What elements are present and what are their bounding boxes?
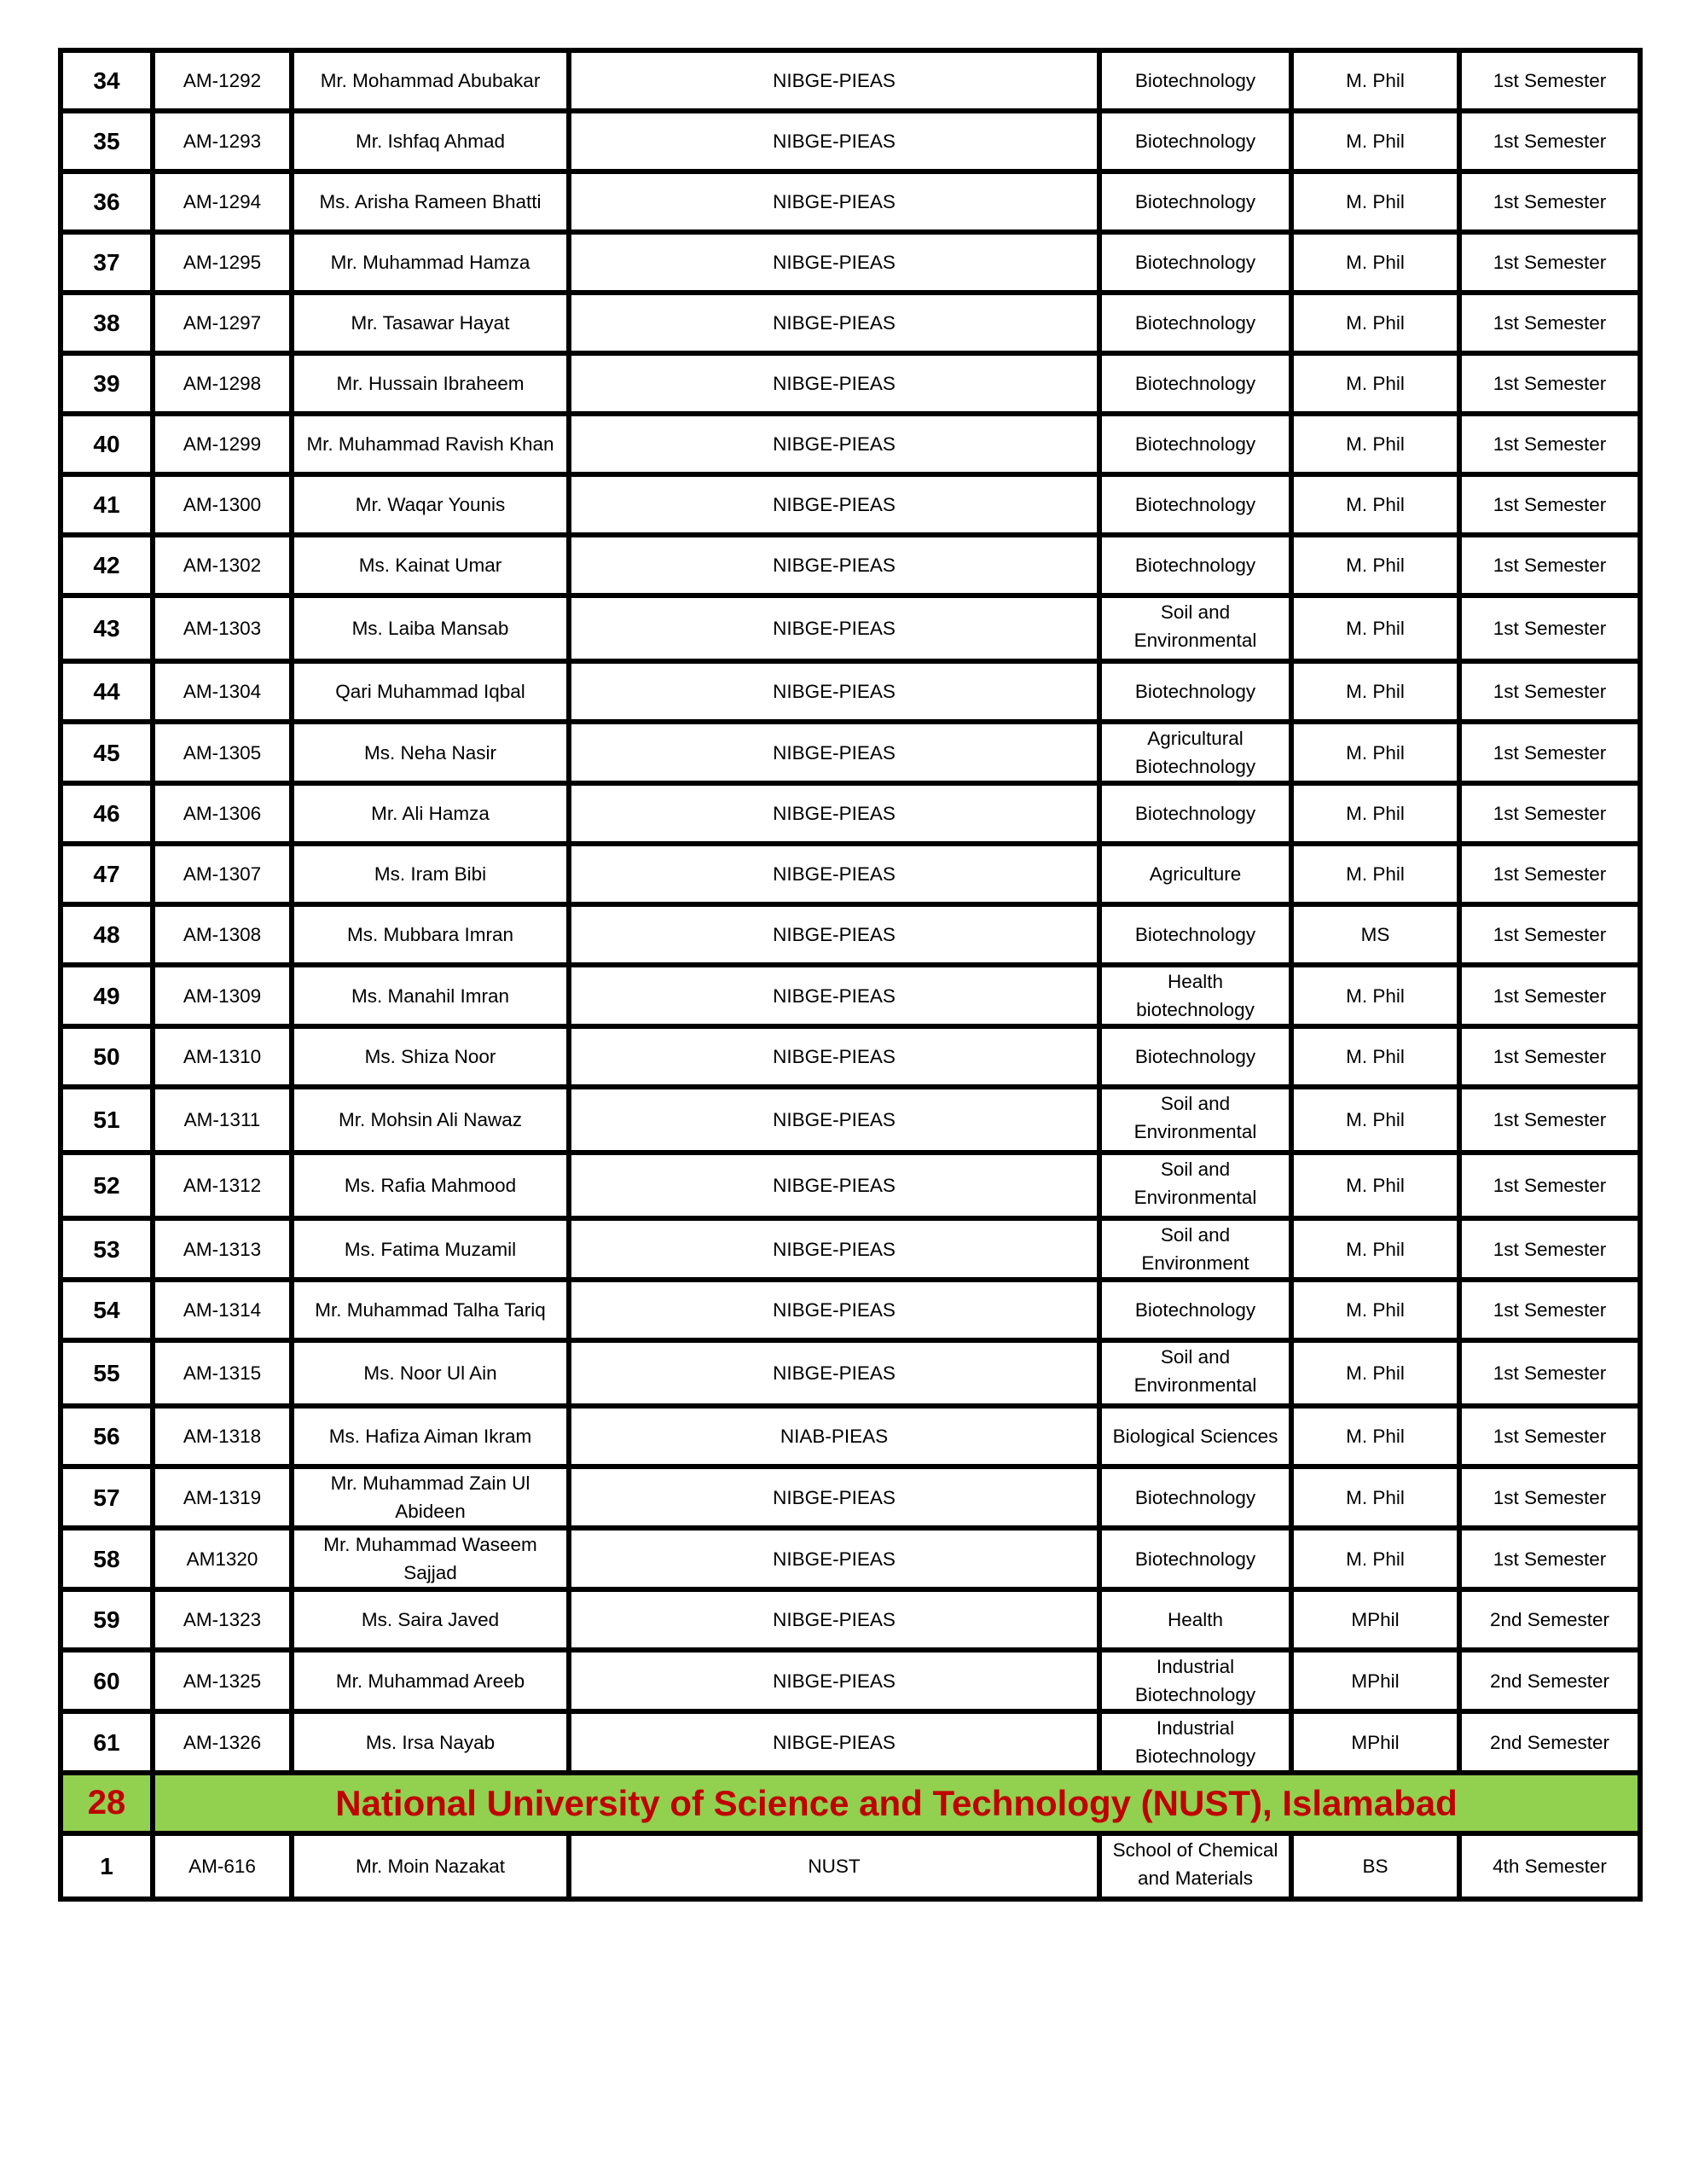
semester-cell: 1st Semester [1459, 1087, 1640, 1153]
table-row [61, 595, 1640, 661]
registration-id-cell: AM-1300 [153, 474, 292, 535]
field-of-study-cell [1099, 661, 1291, 722]
registration-id-cell: AM-1303 [153, 595, 292, 661]
semester-cell: 2nd Semester [1459, 1589, 1640, 1650]
semester-cell: 1st Semester [1459, 1528, 1640, 1589]
serial-number-cell: 35 [61, 111, 153, 171]
student-name-cell: Mr. Muhammad Talha Tariq [292, 1280, 569, 1340]
institution-cell: NIAB-PIEAS [569, 1406, 1099, 1467]
semester-cell: 1st Semester [1459, 783, 1640, 844]
degree-cell: M. Phil [1291, 1026, 1459, 1087]
serial-number-cell: 43 [61, 595, 153, 661]
registration-id-cell: AM-1313 [153, 1218, 292, 1280]
semester-cell: 4th Semester [1459, 1833, 1640, 1899]
student-name-cell: Ms. Hafiza Aiman Ikram [292, 1406, 569, 1467]
table-row [61, 414, 1640, 474]
field-of-study-cell [1099, 1650, 1291, 1711]
field-of-study-cell [1099, 904, 1291, 965]
degree-cell: M. Phil [1291, 50, 1459, 111]
field-of-study: Soil and Environmental [1133, 601, 1257, 651]
student-name-cell: Mr. Ishfaq Ahmad [292, 111, 569, 171]
degree-cell: M. Phil [1291, 965, 1459, 1026]
registration-id-cell: AM-1293 [153, 111, 292, 171]
field-of-study-cell [1099, 474, 1291, 535]
institution-cell: NIBGE-PIEAS [569, 535, 1099, 595]
student-name-cell: Ms. Mubbara Imran [292, 904, 569, 965]
student-name-cell: Ms. Manahil Imran [292, 965, 569, 1026]
degree-cell: M. Phil [1291, 474, 1459, 535]
semester-cell: 1st Semester [1459, 1026, 1640, 1087]
institution-cell: NIBGE-PIEAS [569, 904, 1099, 965]
section-number: 28 [61, 1773, 153, 1833]
table-row [61, 1280, 1640, 1340]
serial-number-cell: 45 [61, 722, 153, 783]
field-of-study: Health [1167, 1609, 1224, 1630]
serial-number-cell: 56 [61, 1406, 153, 1467]
field-of-study: Biotechnology [1134, 1299, 1256, 1321]
field-of-study: Soil and Environmental [1133, 1093, 1257, 1142]
degree-cell: M. Phil [1291, 1528, 1459, 1589]
table-row [61, 965, 1640, 1026]
field-of-study-cell [1099, 844, 1291, 904]
institution-cell: NIBGE-PIEAS [569, 1589, 1099, 1650]
serial-number-cell: 59 [61, 1589, 153, 1650]
student-name-cell: Mr. Muhammad Areeb [292, 1650, 569, 1711]
serial-number-cell: 39 [61, 353, 153, 414]
field-of-study: Biological Sciences [1112, 1426, 1278, 1447]
registration-id-cell: AM-1314 [153, 1280, 292, 1340]
table-row [61, 1153, 1640, 1218]
semester-cell: 1st Semester [1459, 293, 1640, 353]
registration-id-cell: AM-1299 [153, 414, 292, 474]
field-of-study-cell [1099, 414, 1291, 474]
serial-number-cell: 42 [61, 535, 153, 595]
registration-id-cell: AM-1312 [153, 1153, 292, 1218]
institution-cell: NIBGE-PIEAS [569, 1026, 1099, 1087]
table-row [61, 232, 1640, 293]
field-of-study-cell [1099, 783, 1291, 844]
institution-cell: NIBGE-PIEAS [569, 722, 1099, 783]
field-of-study-cell [1099, 293, 1291, 353]
section-title: National University of Science and Technology (NUST), Islamabad [153, 1773, 1640, 1833]
semester-cell: 1st Semester [1459, 232, 1640, 293]
field-of-study: Biotechnology [1134, 312, 1256, 334]
serial-number-cell: 40 [61, 414, 153, 474]
serial-number-cell: 46 [61, 783, 153, 844]
student-name-cell: Ms. Kainat Umar [292, 535, 569, 595]
field-of-study-cell [1099, 232, 1291, 293]
table-row [61, 111, 1640, 171]
field-of-study: Biotechnology [1134, 1486, 1256, 1508]
field-of-study: Industrial Biotechnology [1134, 1656, 1256, 1705]
degree-cell: M. Phil [1291, 1153, 1459, 1218]
table-row [61, 1406, 1640, 1467]
student-name-cell: Mr. Mohammad Abubakar [292, 50, 569, 111]
field-of-study-cell [1099, 1833, 1291, 1899]
field-of-study: Biotechnology [1134, 924, 1256, 945]
institution-cell: NIBGE-PIEAS [569, 50, 1099, 111]
institution-cell: NIBGE-PIEAS [569, 661, 1099, 722]
student-name-cell: Mr. Muhammad Waseem Sajjad [292, 1528, 569, 1589]
semester-cell: 1st Semester [1459, 904, 1640, 965]
institution-cell: NIBGE-PIEAS [569, 1650, 1099, 1711]
semester-cell: 1st Semester [1459, 1280, 1640, 1340]
table-row [61, 1650, 1640, 1711]
serial-number-cell: 36 [61, 171, 153, 232]
institution-cell: NIBGE-PIEAS [569, 1280, 1099, 1340]
serial-number-cell: 58 [61, 1528, 153, 1589]
field-of-study-cell [1099, 1026, 1291, 1087]
institution-cell: NIBGE-PIEAS [569, 1153, 1099, 1218]
serial-number-cell: 34 [61, 50, 153, 111]
registration-id-cell: AM-1292 [153, 50, 292, 111]
institution-cell: NIBGE-PIEAS [569, 844, 1099, 904]
field-of-study: Biotechnology [1134, 373, 1256, 394]
student-list-table [58, 48, 1643, 1902]
table-row [61, 1589, 1640, 1650]
degree-cell: M. Phil [1291, 1406, 1459, 1467]
field-of-study-cell [1099, 535, 1291, 595]
serial-number-cell: 50 [61, 1026, 153, 1087]
semester-cell: 1st Semester [1459, 474, 1640, 535]
degree-cell: MS [1291, 904, 1459, 965]
semester-cell: 1st Semester [1459, 414, 1640, 474]
degree-cell: M. Phil [1291, 535, 1459, 595]
registration-id-cell: AM1320 [153, 1528, 292, 1589]
student-name-cell: Ms. Noor Ul Ain [292, 1340, 569, 1406]
institution-cell: NIBGE-PIEAS [569, 1528, 1099, 1589]
field-of-study: Biotechnology [1134, 70, 1256, 91]
registration-id-cell: AM-1302 [153, 535, 292, 595]
degree-cell: M. Phil [1291, 1467, 1459, 1528]
serial-number-cell: 37 [61, 232, 153, 293]
institution-cell: NIBGE-PIEAS [569, 111, 1099, 171]
table-row [61, 293, 1640, 353]
degree-cell: BS [1291, 1833, 1459, 1899]
field-of-study: Soil and Environment [1141, 1224, 1249, 1274]
semester-cell: 1st Semester [1459, 353, 1640, 414]
institution-cell: NIBGE-PIEAS [569, 1467, 1099, 1528]
student-name-cell: Ms. Neha Nasir [292, 722, 569, 783]
table-row [61, 661, 1640, 722]
student-name-cell: Mr. Muhammad Ravish Khan [292, 414, 569, 474]
field-of-study-cell [1099, 1218, 1291, 1280]
serial-number-cell: 61 [61, 1711, 153, 1773]
field-of-study-cell [1099, 1153, 1291, 1218]
student-name-cell: Mr. Muhammad Zain Ul Abideen [292, 1467, 569, 1528]
student-name-cell: Ms. Arisha Rameen Bhatti [292, 171, 569, 232]
degree-cell: MPhil [1291, 1650, 1459, 1711]
semester-cell: 1st Semester [1459, 50, 1640, 111]
degree-cell: M. Phil [1291, 722, 1459, 783]
registration-id-cell: AM-1298 [153, 353, 292, 414]
institution-cell: NIBGE-PIEAS [569, 474, 1099, 535]
table-row [61, 722, 1640, 783]
serial-number-cell: 52 [61, 1153, 153, 1218]
field-of-study-cell [1099, 1087, 1291, 1153]
registration-id-cell: AM-1325 [153, 1650, 292, 1711]
field-of-study-cell [1099, 965, 1291, 1026]
field-of-study-cell [1099, 1280, 1291, 1340]
serial-number-cell: 48 [61, 904, 153, 965]
field-of-study: Biotechnology [1134, 803, 1256, 824]
field-of-study: School of Chemical and Materials [1112, 1839, 1278, 1889]
table-row [61, 1340, 1640, 1406]
semester-cell: 1st Semester [1459, 722, 1640, 783]
student-name-cell: Ms. Iram Bibi [292, 844, 569, 904]
semester-cell: 1st Semester [1459, 965, 1640, 1026]
serial-number-cell: 53 [61, 1218, 153, 1280]
field-of-study: Agricultural Biotechnology [1134, 728, 1256, 777]
table-row [61, 171, 1640, 232]
field-of-study: Agriculture [1149, 863, 1242, 885]
institution-cell: NIBGE-PIEAS [569, 353, 1099, 414]
student-name-cell: Ms. Irsa Nayab [292, 1711, 569, 1773]
student-name-cell: Mr. Ali Hamza [292, 783, 569, 844]
registration-id-cell: AM-1309 [153, 965, 292, 1026]
student-name-cell: Ms. Saira Javed [292, 1589, 569, 1650]
student-name-cell: Ms. Shiza Noor [292, 1026, 569, 1087]
degree-cell: M. Phil [1291, 232, 1459, 293]
serial-number-cell: 60 [61, 1650, 153, 1711]
degree-cell: MPhil [1291, 1589, 1459, 1650]
registration-id-cell: AM-1306 [153, 783, 292, 844]
field-of-study-cell [1099, 1528, 1291, 1589]
student-name-cell: Ms. Rafia Mahmood [292, 1153, 569, 1218]
field-of-study-cell [1099, 1589, 1291, 1650]
table-row [61, 1087, 1640, 1153]
serial-number-cell: 38 [61, 293, 153, 353]
table-row [61, 1026, 1640, 1087]
institution-cell: NIBGE-PIEAS [569, 414, 1099, 474]
registration-id-cell: AM-1323 [153, 1589, 292, 1650]
semester-cell: 1st Semester [1459, 535, 1640, 595]
semester-cell: 1st Semester [1459, 1153, 1640, 1218]
degree-cell: M. Phil [1291, 783, 1459, 844]
degree-cell: M. Phil [1291, 1087, 1459, 1153]
degree-cell: M. Phil [1291, 844, 1459, 904]
semester-cell: 1st Semester [1459, 661, 1640, 722]
degree-cell: M. Phil [1291, 661, 1459, 722]
student-name-cell: Mr. Moin Nazakat [292, 1833, 569, 1899]
serial-number-cell: 41 [61, 474, 153, 535]
table-row [61, 1218, 1640, 1280]
field-of-study-cell [1099, 111, 1291, 171]
field-of-study-cell [1099, 595, 1291, 661]
registration-id-cell: AM-1307 [153, 844, 292, 904]
degree-cell: M. Phil [1291, 353, 1459, 414]
field-of-study-cell [1099, 1406, 1291, 1467]
institution-cell: NIBGE-PIEAS [569, 1711, 1099, 1773]
registration-id-cell: AM-1294 [153, 171, 292, 232]
institution-cell: NIBGE-PIEAS [569, 783, 1099, 844]
registration-id-cell: AM-1310 [153, 1026, 292, 1087]
table-row [61, 904, 1640, 965]
serial-number-cell: 55 [61, 1340, 153, 1406]
institution-cell: NUST [569, 1833, 1099, 1899]
degree-cell: M. Phil [1291, 1340, 1459, 1406]
degree-cell: M. Phil [1291, 1218, 1459, 1280]
serial-number-cell: 54 [61, 1280, 153, 1340]
table-row [61, 353, 1640, 414]
degree-cell: MPhil [1291, 1711, 1459, 1773]
semester-cell: 2nd Semester [1459, 1650, 1640, 1711]
field-of-study-cell [1099, 1467, 1291, 1528]
semester-cell: 1st Semester [1459, 1340, 1640, 1406]
registration-id-cell: AM-1304 [153, 661, 292, 722]
field-of-study-cell [1099, 722, 1291, 783]
institution-cell: NIBGE-PIEAS [569, 1218, 1099, 1280]
registration-id-cell: AM-1311 [153, 1087, 292, 1153]
serial-number-cell: 44 [61, 661, 153, 722]
registration-id-cell: AM-1315 [153, 1340, 292, 1406]
institution-cell: NIBGE-PIEAS [569, 1340, 1099, 1406]
table-row [61, 1528, 1640, 1589]
registration-id-cell: AM-616 [153, 1833, 292, 1899]
field-of-study-cell [1099, 1711, 1291, 1773]
semester-cell: 1st Semester [1459, 111, 1640, 171]
student-name-cell: Ms. Fatima Muzamil [292, 1218, 569, 1280]
registration-id-cell: AM-1318 [153, 1406, 292, 1467]
field-of-study: Health biotechnology [1136, 971, 1255, 1020]
institution-cell: NIBGE-PIEAS [569, 1087, 1099, 1153]
table-row [61, 1467, 1640, 1528]
student-name-cell: Mr. Hussain Ibraheem [292, 353, 569, 414]
semester-cell: 1st Semester [1459, 1406, 1640, 1467]
semester-cell: 2nd Semester [1459, 1711, 1640, 1773]
serial-number-cell: 51 [61, 1087, 153, 1153]
semester-cell: 1st Semester [1459, 1218, 1640, 1280]
institution-cell: NIBGE-PIEAS [569, 232, 1099, 293]
degree-cell: M. Phil [1291, 414, 1459, 474]
serial-number-cell: 49 [61, 965, 153, 1026]
semester-cell: 1st Semester [1459, 1467, 1640, 1528]
field-of-study: Biotechnology [1134, 1548, 1256, 1570]
degree-cell: M. Phil [1291, 595, 1459, 661]
field-of-study: Biotechnology [1134, 494, 1256, 515]
table-row [61, 535, 1640, 595]
institution-cell: NIBGE-PIEAS [569, 293, 1099, 353]
serial-number-cell: 57 [61, 1467, 153, 1528]
degree-cell: M. Phil [1291, 111, 1459, 171]
table-row [61, 844, 1640, 904]
field-of-study: Soil and Environmental [1133, 1346, 1257, 1396]
serial-number-cell: 1 [61, 1833, 153, 1899]
field-of-study-cell [1099, 353, 1291, 414]
student-name-cell: Mr. Mohsin Ali Nawaz [292, 1087, 569, 1153]
student-name-cell: Mr. Muhammad Hamza [292, 232, 569, 293]
table-row [61, 474, 1640, 535]
degree-cell: M. Phil [1291, 293, 1459, 353]
registration-id-cell: AM-1305 [153, 722, 292, 783]
registration-id-cell: AM-1319 [153, 1467, 292, 1528]
table-row [61, 50, 1640, 111]
registration-id-cell: AM-1295 [153, 232, 292, 293]
field-of-study: Biotechnology [1134, 433, 1256, 455]
section-header-row [61, 1773, 1640, 1833]
registration-id-cell: AM-1297 [153, 293, 292, 353]
field-of-study: Biotechnology [1134, 252, 1256, 273]
semester-cell: 1st Semester [1459, 844, 1640, 904]
field-of-study: Industrial Biotechnology [1134, 1717, 1256, 1767]
institution-cell: NIBGE-PIEAS [569, 965, 1099, 1026]
table-row [61, 1833, 1640, 1899]
student-name-cell: Mr. Tasawar Hayat [292, 293, 569, 353]
field-of-study: Biotechnology [1134, 191, 1256, 212]
table-row [61, 783, 1640, 844]
registration-id-cell: AM-1308 [153, 904, 292, 965]
table-row [61, 1711, 1640, 1773]
field-of-study-cell [1099, 171, 1291, 232]
serial-number-cell: 47 [61, 844, 153, 904]
student-name-cell: Ms. Laiba Mansab [292, 595, 569, 661]
semester-cell: 1st Semester [1459, 595, 1640, 661]
registration-id-cell: AM-1326 [153, 1711, 292, 1773]
field-of-study: Soil and Environmental [1133, 1159, 1257, 1208]
institution-cell: NIBGE-PIEAS [569, 171, 1099, 232]
field-of-study-cell [1099, 50, 1291, 111]
degree-cell: M. Phil [1291, 171, 1459, 232]
student-name-cell: Mr. Waqar Younis [292, 474, 569, 535]
degree-cell: M. Phil [1291, 1280, 1459, 1340]
field-of-study-cell [1099, 1340, 1291, 1406]
field-of-study: Biotechnology [1134, 131, 1256, 152]
institution-cell: NIBGE-PIEAS [569, 595, 1099, 661]
field-of-study: Biotechnology [1134, 681, 1256, 702]
semester-cell: 1st Semester [1459, 171, 1640, 232]
field-of-study: Biotechnology [1134, 1046, 1256, 1067]
field-of-study: Biotechnology [1134, 555, 1256, 576]
student-name-cell: Qari Muhammad Iqbal [292, 661, 569, 722]
student-list-body [61, 50, 1640, 1899]
